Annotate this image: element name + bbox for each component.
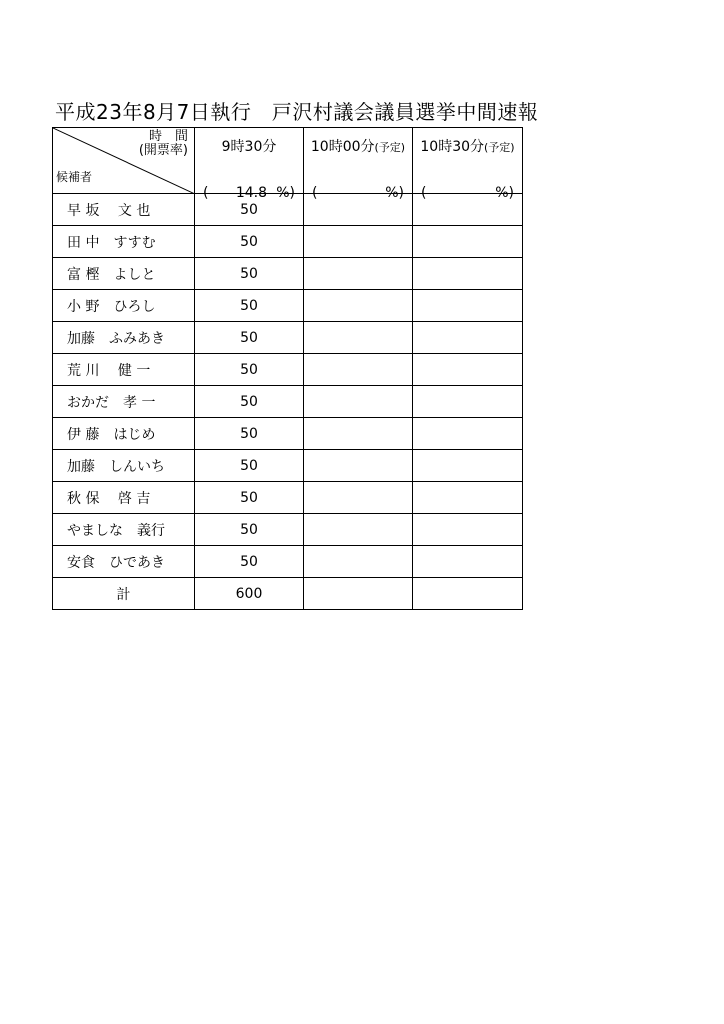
vote-count-cell <box>304 226 413 258</box>
vote-count-cell: 50 <box>195 194 304 226</box>
vote-count-cell: 50 <box>195 322 304 354</box>
time-label: 時 間 <box>148 129 188 144</box>
candidate-name: 加藤 ふみあき <box>53 322 195 354</box>
rate-close: %) <box>385 185 404 201</box>
vote-count-cell <box>413 322 523 354</box>
vote-count-cell: 50 <box>195 418 304 450</box>
vote-count-cell <box>304 258 413 290</box>
time-value: 10時30分 <box>420 139 485 155</box>
vote-count-cell: 50 <box>195 354 304 386</box>
vote-count-cell <box>413 226 523 258</box>
candidate-name: 安食 ひであき <box>53 546 195 578</box>
time-value: 10時00分 <box>310 139 375 155</box>
candidate-row <box>53 546 523 578</box>
candidate-row <box>53 450 523 482</box>
rate-open: ( <box>312 185 318 201</box>
candidate-name: 早 坂 文 也 <box>53 194 195 226</box>
vote-count-cell <box>304 418 413 450</box>
page-title: 平成23年8月7日執行 戸沢村議会議員選挙中間速報 <box>55 100 539 124</box>
vote-count-cell <box>413 482 523 514</box>
vote-count-cell <box>304 354 413 386</box>
candidate-name: おかだ 孝 一 <box>53 386 195 418</box>
candidate-row <box>53 418 523 450</box>
candidate-row <box>53 482 523 514</box>
vote-count-cell <box>304 290 413 322</box>
candidate-name: 富 樫 よしと <box>53 258 195 290</box>
candidate-name: 秋 保 啓 吉 <box>53 482 195 514</box>
vote-count-cell <box>413 546 523 578</box>
rate-value: 14.8 <box>235 185 267 201</box>
total-label: 計 <box>53 578 195 610</box>
rate-open: ( <box>421 185 427 201</box>
time-note: (予定) <box>484 141 515 154</box>
vote-count-cell <box>413 450 523 482</box>
vote-count-cell: 50 <box>195 546 304 578</box>
candidate-name: やましな 義行 <box>53 514 195 546</box>
vote-count-cell: 50 <box>195 290 304 322</box>
time-rate-label <box>139 130 188 158</box>
vote-count-cell: 50 <box>195 450 304 482</box>
vote-count-cell <box>304 514 413 546</box>
total-vote-cell <box>304 578 413 610</box>
vote-count-cell: 50 <box>195 514 304 546</box>
vote-count-cell <box>413 418 523 450</box>
time-header-3 <box>413 128 523 201</box>
vote-count-cell: 50 <box>195 386 304 418</box>
vote-count-cell <box>304 546 413 578</box>
vote-count-cell <box>304 450 413 482</box>
time-header-2 <box>304 128 413 201</box>
total-row <box>53 578 523 610</box>
vote-count-cell: 50 <box>195 226 304 258</box>
time-note: (予定) <box>374 141 406 154</box>
candidate-name: 小 野 ひろし <box>53 290 195 322</box>
total-vote-cell <box>413 578 523 610</box>
candidate-row <box>53 386 523 418</box>
candidate-name: 加藤 しんいち <box>53 450 195 482</box>
vote-count-cell <box>413 354 523 386</box>
candidate-row <box>53 258 523 290</box>
rate-label: (開票率) <box>138 143 188 158</box>
total-vote-cell: 600 <box>195 578 304 610</box>
time-header-1 <box>195 128 304 201</box>
candidate-row <box>53 290 523 322</box>
vote-count-cell <box>304 386 413 418</box>
candidate-name: 伊 藤 はじめ <box>53 418 195 450</box>
time-value: 9時30分 <box>221 139 277 155</box>
vote-count-table <box>52 127 523 610</box>
candidate-name: 荒 川 健 一 <box>53 354 195 386</box>
candidate-name: 田 中 すすむ <box>53 226 195 258</box>
header-row <box>53 128 523 194</box>
corner-header-cell <box>53 128 195 194</box>
rate-close: %) <box>276 185 295 201</box>
vote-count-cell <box>304 322 413 354</box>
rate-close: %) <box>495 185 514 201</box>
candidate-row <box>53 354 523 386</box>
vote-count-cell <box>413 514 523 546</box>
vote-count-cell <box>304 482 413 514</box>
candidate-row <box>53 322 523 354</box>
vote-count-cell <box>413 386 523 418</box>
rate-open: ( <box>203 185 209 201</box>
candidate-row <box>53 514 523 546</box>
vote-count-cell: 50 <box>195 482 304 514</box>
candidate-label: 候補者 <box>56 170 93 184</box>
candidate-row <box>53 226 523 258</box>
vote-count-cell <box>413 290 523 322</box>
vote-count-cell <box>413 258 523 290</box>
vote-count-cell: 50 <box>195 258 304 290</box>
